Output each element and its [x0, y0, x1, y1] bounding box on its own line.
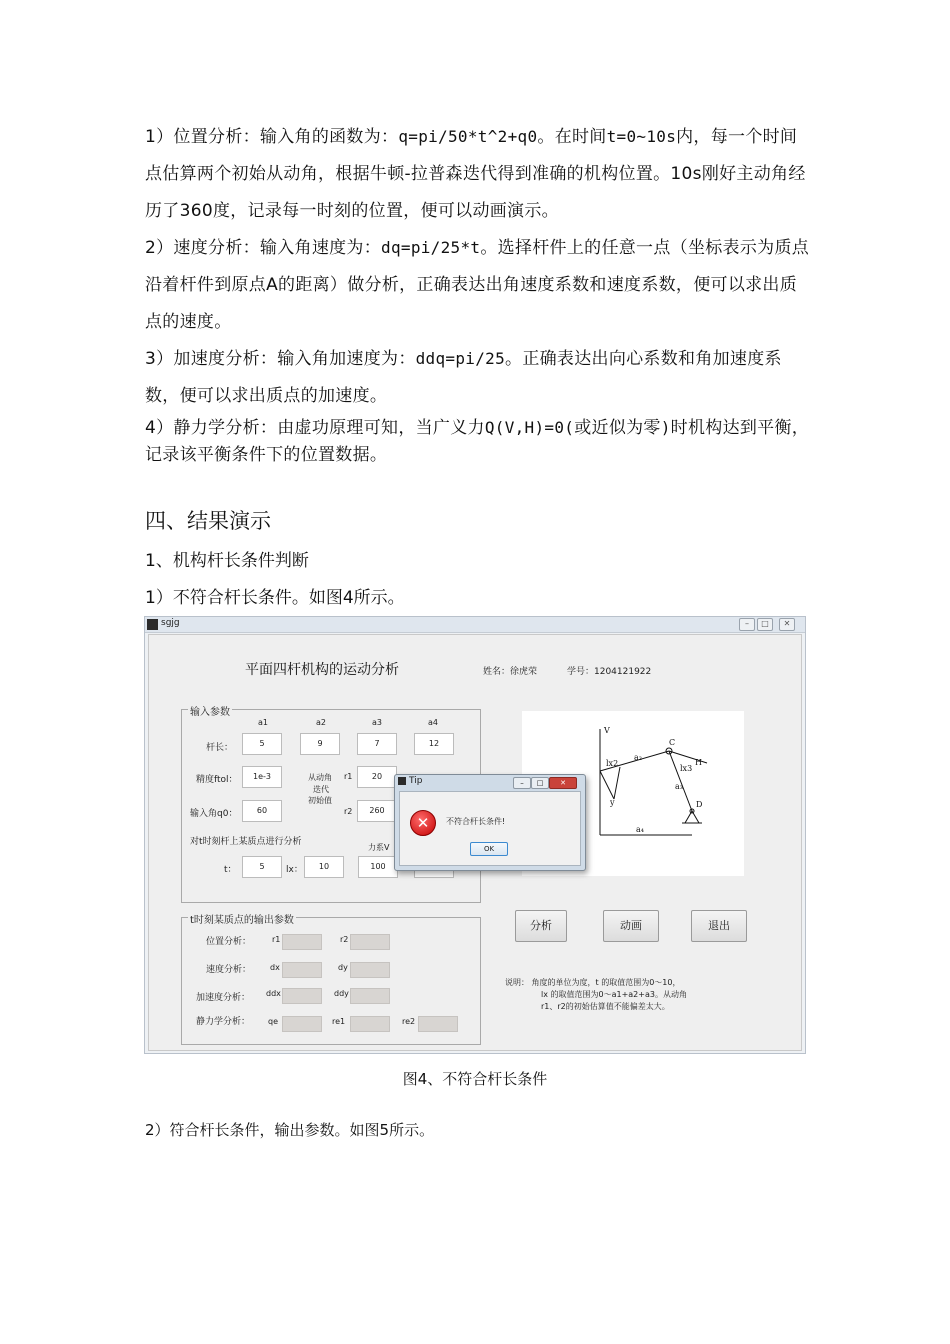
code-run: ): [660, 418, 671, 437]
note-line-1: 说明： 角度的单位为度，t 的取值范围为0～10，: [505, 978, 681, 987]
text-run: 。在时间: [537, 127, 607, 147]
t-input[interactable]: 5: [242, 856, 282, 878]
dialog-maximize-icon[interactable]: □: [531, 777, 549, 789]
tolerance-input[interactable]: 1e-3: [242, 766, 282, 788]
label-c: C: [669, 738, 676, 747]
col-header-a4: a4: [428, 718, 438, 727]
error-dialog: [394, 774, 586, 871]
dialog-title: Tip: [409, 776, 423, 786]
acceleration-label: 加速度分析：: [196, 993, 251, 1003]
author-name: 姓名：徐虎荣: [483, 667, 538, 677]
tolerance-label: 精度ftol：: [196, 775, 238, 785]
label-a3: a₃: [675, 782, 683, 791]
paragraph-velocity-analysis: [145, 229, 810, 341]
q0-input[interactable]: 60: [242, 800, 282, 822]
paragraph-position-analysis: [145, 118, 810, 230]
length-a2-input[interactable]: 9: [300, 733, 340, 755]
label-lx2: lx2: [606, 759, 619, 768]
note-line-3: r1、r2的初始估算值不能偏差太大。: [541, 1002, 670, 1011]
label-v: V: [604, 726, 610, 735]
lx-label: lx：: [286, 865, 303, 875]
minimize-icon[interactable]: –: [739, 618, 755, 631]
paragraph-acceleration-analysis: [145, 340, 810, 415]
gui-title: 平面四杆机构的运动分析: [245, 662, 399, 678]
text-run: 。正确表达出向心系数和角加速度系数，便可以求出质点的加速度。: [145, 349, 782, 406]
close-icon[interactable]: ✕: [779, 618, 795, 631]
label-lx3: lx3: [680, 764, 693, 773]
dx-output-label: dx: [270, 963, 280, 972]
label-y: y: [610, 798, 615, 807]
code-run: ddq=pi/25: [415, 349, 506, 368]
code-run: q=pi/50*t^2+q0: [398, 127, 538, 146]
dialog-minimize-icon[interactable]: –: [513, 777, 531, 789]
analyze-button[interactable]: 分析: [515, 910, 567, 942]
init-angle-label-2: 迭代: [313, 785, 329, 794]
r2-input[interactable]: 260: [357, 800, 397, 822]
length-a3-input[interactable]: 7: [357, 733, 397, 755]
re1-output: [350, 1016, 390, 1032]
exit-button[interactable]: 退出: [691, 910, 747, 942]
force-v-input[interactable]: 100: [358, 856, 398, 878]
r1-output-label: r1: [272, 935, 281, 944]
text-run: 3）加速度分析：输入角加速度为：: [145, 349, 416, 369]
matlab-icon: [398, 777, 406, 785]
text-run: 1）位置分析：输入角的函数为：: [145, 127, 399, 147]
group-title: 输入参数: [188, 703, 232, 718]
re2-output: [418, 1016, 458, 1032]
ddy-output-label: ddy: [334, 989, 349, 998]
r2-output-label: r2: [340, 935, 349, 944]
link-a1-line: [600, 771, 614, 799]
error-icon: ✕: [410, 810, 436, 836]
text-run: 或近似为零: [574, 418, 661, 438]
code-run: Q(V,H)=0(: [484, 418, 575, 437]
link-a3-line: [669, 751, 692, 811]
code-run: t=0~10s: [606, 127, 677, 146]
position-label: 位置分析：: [206, 937, 252, 947]
subsection-heading: 1、机构杆长条件判断: [145, 551, 309, 571]
maximize-icon[interactable]: □: [757, 618, 773, 631]
text-run: 。选择杆件上的任意一点（坐标表示为质点沿着杆件到原点A的距离）做分析，正确表达出角速度系数和速度系数，便可以求出质点的速度。: [145, 238, 810, 332]
matlab-icon: [147, 619, 158, 630]
force-label: 力系V: [368, 843, 390, 852]
group-title: t时刻某质点的输出参数: [188, 911, 296, 926]
ddx-output-label: ddx: [266, 989, 281, 998]
init-angle-label-3: 初始值: [308, 796, 332, 805]
text-run: 内，每一个时间点估算两个初始从动角，根据牛顿-拉普森迭代得到准确的机构位置。10s刚好主动角经历了360度，记录每一时刻的位置，便可以动画演示。: [145, 127, 806, 221]
ddy-output: [350, 988, 390, 1004]
length-a1-input[interactable]: 5: [242, 733, 282, 755]
paragraph-static-analysis: [145, 414, 810, 469]
code-run: dq=pi/25*t: [381, 238, 481, 257]
label-a4: a₄: [636, 825, 644, 834]
length-label: 杆长：: [206, 743, 234, 753]
window-titlebar: [145, 617, 805, 633]
text-run: 2）速度分析：输入角速度为：: [145, 238, 382, 258]
col-header-a1: a1: [258, 718, 268, 727]
qe-output-label: qe: [268, 1017, 278, 1026]
animate-button[interactable]: 动画: [603, 910, 659, 942]
gui-window-screenshot: [144, 616, 806, 1054]
r1-label: r1: [344, 772, 353, 781]
r1-output: [282, 934, 322, 950]
t-label: t：: [224, 865, 237, 875]
student-id: 学号：1204121922: [567, 667, 652, 677]
figure-caption: 图4、不符合杆长条件: [402, 1070, 548, 1088]
figure-intro-text: 1）不符合杆长条件。如图4所示。: [145, 588, 405, 608]
length-a4-input[interactable]: 12: [414, 733, 454, 755]
note-line-2: lx 的取值范围为0～a1+a2+a3。从动角: [541, 990, 687, 999]
r2-label: r2: [344, 807, 353, 816]
next-section-text: 2）符合杆长条件，输出参数。如图5所示。: [145, 1121, 435, 1139]
q0-label: 输入角q0：: [190, 809, 238, 819]
text-run: 时机构达到平衡，记录该平衡条件下的位置数据。: [145, 418, 810, 465]
label-d: D: [696, 800, 703, 809]
r1-input[interactable]: 20: [357, 766, 397, 788]
static-label: 静力学分析：: [196, 1017, 251, 1027]
label-h: H: [695, 758, 702, 767]
re2-output-label: re2: [402, 1017, 416, 1026]
col-header-a3: a3: [372, 718, 382, 727]
lx2-line: [614, 767, 620, 799]
point-analysis-label: 对t时刻杆上某质点进行分析: [190, 837, 302, 847]
lx-input[interactable]: 10: [304, 856, 344, 878]
r2-output: [350, 934, 390, 950]
ok-button[interactable]: OK: [470, 842, 508, 856]
section-heading: 四、结果演示: [145, 509, 271, 533]
text-run: 4）静力学分析：由虚功原理可知，当广义力: [145, 418, 485, 438]
re1-output-label: re1: [332, 1017, 346, 1026]
label-a2: a₂: [634, 753, 642, 762]
dialog-close-icon[interactable]: ✕: [549, 777, 577, 789]
dy-output-label: dy: [338, 963, 348, 972]
dx-output: [282, 962, 322, 978]
output-params-group: [181, 917, 481, 1045]
qe-output: [282, 1016, 322, 1032]
window-title: sgjg: [161, 618, 180, 628]
dy-output: [350, 962, 390, 978]
dialog-titlebar: [398, 776, 422, 786]
velocity-label: 速度分析：: [206, 965, 252, 975]
gui-figure-area: [148, 634, 802, 1051]
dialog-message: 不符合杆长条件!: [446, 817, 506, 826]
ddx-output: [282, 988, 322, 1004]
dialog-body: [399, 791, 581, 866]
col-header-a2: a2: [316, 718, 326, 727]
init-angle-label-1: 从动角: [308, 773, 332, 782]
